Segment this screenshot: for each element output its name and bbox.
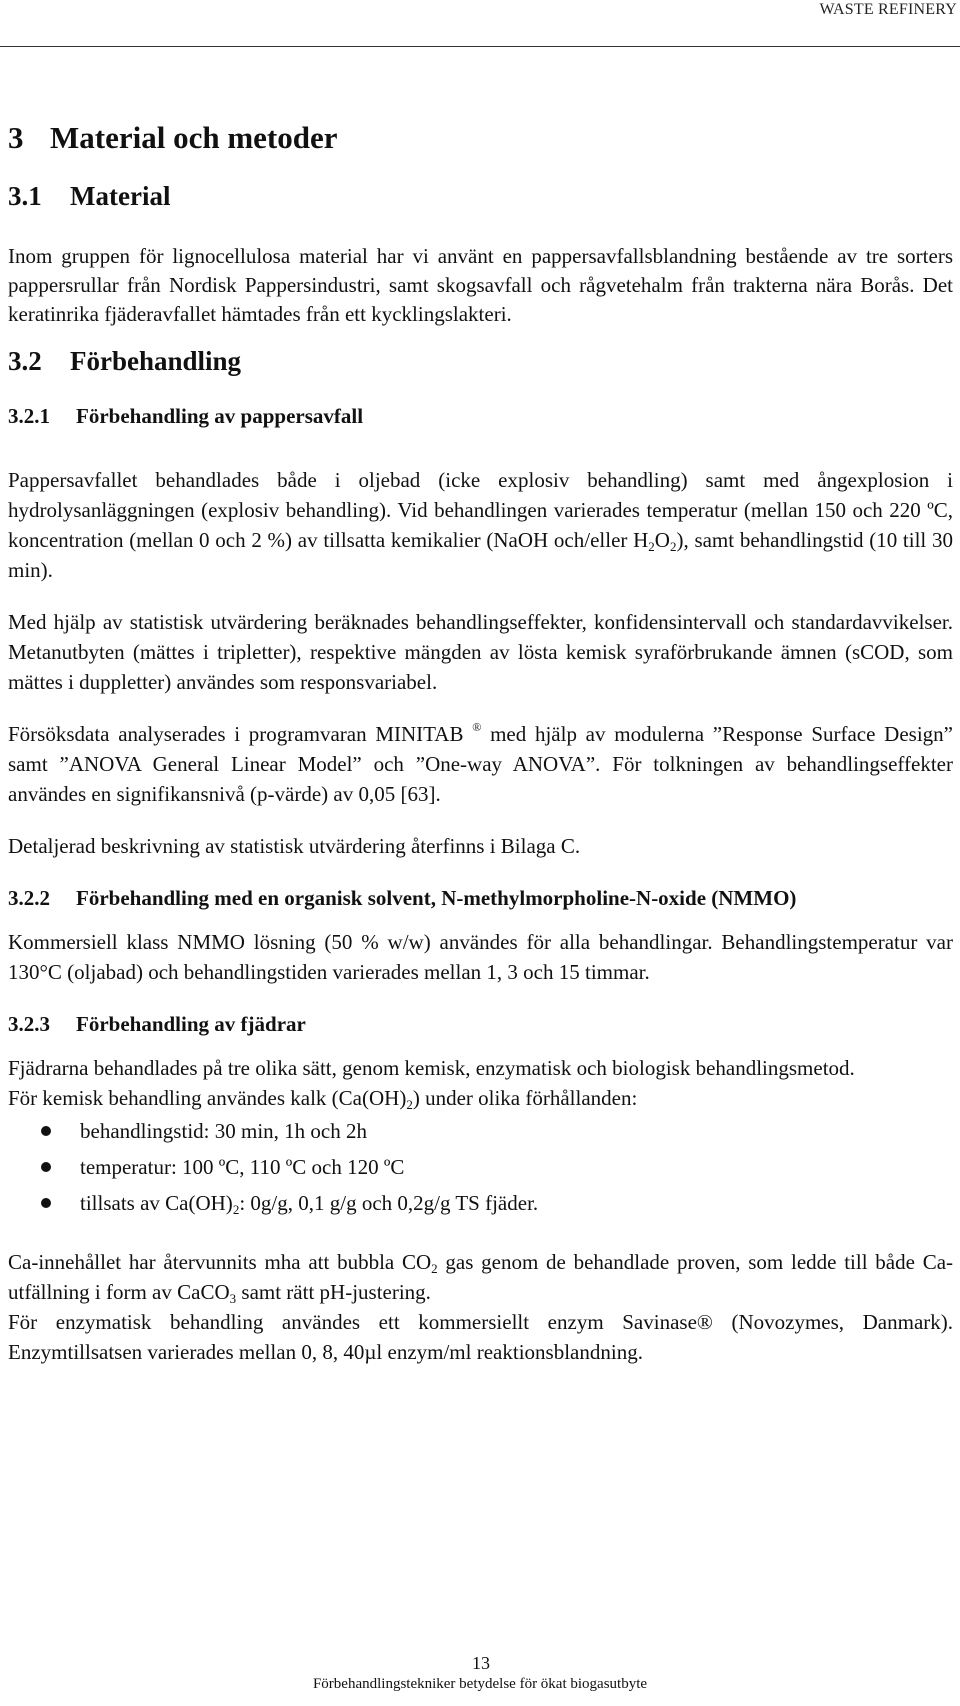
paragraph-enzymatic: För enzymatisk behandling användes ett kommersiellt enzym Savinase® (Novozymes, Danmark). Enzymtillsatsen varierades mellan 0, 8, 40µl enzym/ml reaktionsblandning. — [8, 1310, 953, 1364]
paragraph-chemical-treatment: För kemisk behandling användes kalk $(Ca(OH)_2)$ under olika förhållanden: — [8, 1086, 638, 1112]
paragraph-minitab: Försöksdata analyserades i programvaran MINITAB ® med hjälp av modulerna ”Response Surface Design” samt ”ANOVA General Linear Model” och ”One-way ANOVA”. För tolkningen av behandlingseffekter användes en signifikansnivå (p-värde) av 0,05 [63]. — [8, 720, 953, 806]
heading-title: Material och metoder — [50, 120, 338, 155]
page-footer — [0, 1652, 960, 1694]
heading-title: Förbehandling — [70, 346, 242, 376]
heading-section-3 — [8, 118, 953, 158]
list-item: tillsats av $Ca(OH)_2$: 0g/g, 0,1 g/g och 0,2g/g TS fjäder. — [8, 1185, 953, 1221]
heading-section-3-2-3 — [8, 1009, 953, 1039]
bullet-icon — [41, 1162, 51, 1172]
paragraph-feathers-methods: Fjädrarna behandlades på tre olika sätt, genom kemisk, enzymatisk och biologisk behandlingsmetod. — [8, 1056, 855, 1080]
heading-number: 3.2 — [8, 346, 42, 376]
heading-title: Förbehandling av fjädrar — [76, 1012, 306, 1036]
list-item: behandlingstid: 30 min, 1h och 2h — [8, 1113, 953, 1149]
condition-list — [8, 1113, 953, 1221]
bullet-icon — [41, 1126, 51, 1136]
paragraph-pretreatment-paper: Pappersavfallet behandlades både i oljebad (icke explosiv behandling) samt med ångexplosion i hydrolysanläggningen (explosiv behandling). Vid behandlingen varierades temperatur (mellan 150 och 220 ºC, koncentration (mellan 0 och 2 %) av tillsatta kemikalier (NaOH och/eller $H_2O_2$), samt behandlingstid (10 till 30 min). — [8, 468, 953, 582]
page-body — [8, 118, 953, 1367]
heading-title: Material — [70, 181, 171, 211]
bullet-icon — [41, 1198, 51, 1208]
registered-mark: ® — [472, 720, 482, 734]
heading-number: 3.1 — [8, 181, 42, 211]
heading-number: 3.2.3 — [8, 1012, 50, 1036]
page-number: 13 — [472, 1653, 490, 1673]
heading-section-3-2 — [8, 343, 953, 379]
heading-number: 3 — [8, 120, 24, 155]
paragraph-ca-recovery: Ca-innehållet har återvunnits mha att bubbla $CO_2$ gas genom de behandlade proven, som ledde till både Ca-utfällning i form av CaCO$_3$ samt rätt pH-justering. — [8, 1250, 954, 1306]
heading-section-3-1 — [8, 178, 953, 214]
heading-section-3-2-2 — [8, 883, 953, 913]
header-rule — [0, 46, 960, 47]
list-item: temperatur: 100 ºC, 110 ºC och 120 ºC — [8, 1149, 953, 1185]
heading-title: Förbehandling med en organisk solvent, N-methylmorpholine-N-oxide (NMMO) — [76, 886, 797, 910]
paragraph-appendix-ref: Detaljerad beskrivning av statistisk utvärdering återfinns i Bilaga C. — [8, 834, 581, 858]
heading-number: 3.2.2 — [8, 886, 50, 910]
paragraph-nmmo: Kommersiell klass NMMO lösning (50 % w/w) användes för alla behandlingar. Behandlingstemperatur var 130°C (oljabad) och behandlingstiden varierades mellan 1, 3 och 15 timmar. — [8, 930, 953, 984]
heading-section-3-2-1 — [8, 401, 953, 431]
heading-title: Förbehandling av pappersavfall — [76, 404, 364, 428]
paragraph-statistics: Med hjälp av statistisk utvärdering beräknades behandlingseffekter, konfidensintervall och standardavvikelser. Metanutbyten (mättes i tripletter), respektive mängden av lösta kemisk syraförbrukande ämnen (sCOD, som mättes i duppletter) användes som responsvariabel. — [8, 610, 953, 694]
footer-title: Förbehandlingstekniker betydelse för ökat biogasutbyte — [312, 1676, 648, 1692]
heading-number: 3.2.1 — [8, 404, 50, 428]
running-header: WASTE REFINERY — [819, 1, 957, 18]
paragraph-material: Inom gruppen för lignocellulosa material har vi använt en pappersavfallsblandning bestående av tre sorters pappersrullar från Nordisk Pappersindustri, samt skogsavfall och rågvetehalm från trakterna nära Borås. Det keratinrika fjäderavfallet hämtades från ett kycklingslakteri. — [8, 244, 953, 326]
